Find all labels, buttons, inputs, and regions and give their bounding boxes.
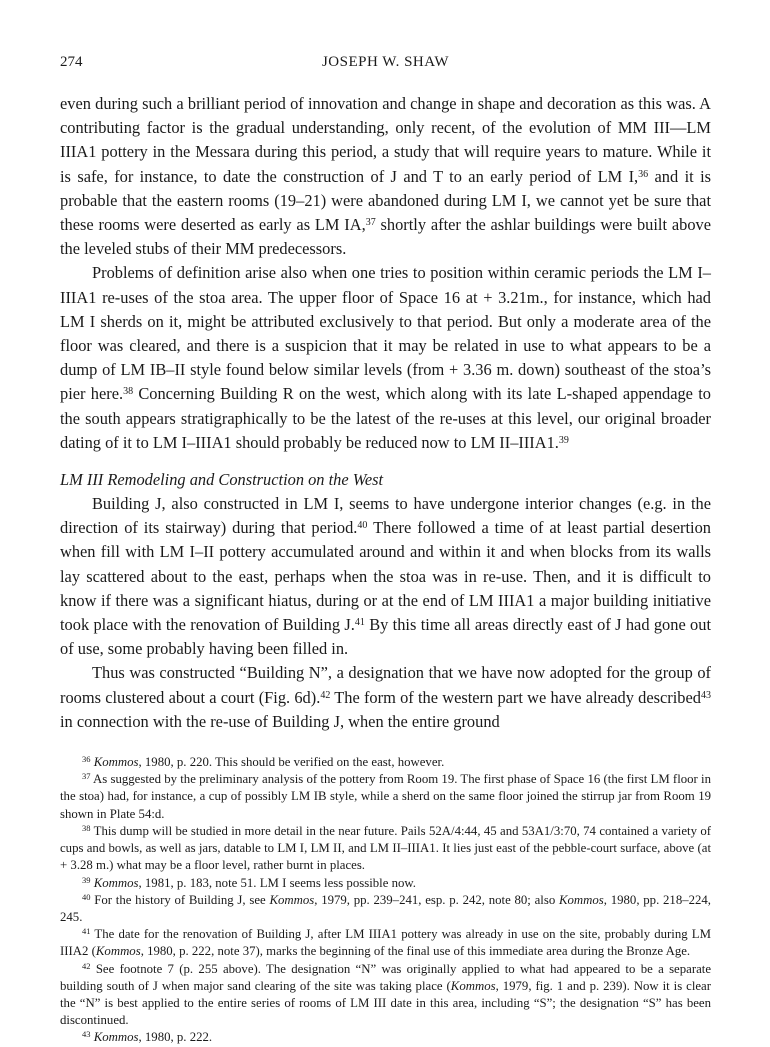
body-text — [60, 92, 711, 734]
paragraph-2: Problems of definition arise also when one tries to position within ceramic periods the LM I–IIIA1 re-uses of the stoa area. The upper floor of Space 16 at + 3.21m., for instance, which had LM I sherds on it, might be attributed exclusively to that period. But only a moderate area of the floor was cleared, and there is a suspicion that it may be related in use to what appears to be a dump of LM IB–II style found below similar levels (from + 3.36 m. down) southeast of the stoa’s pier here.$^{38}$ Concerning Building R on the west, which along with its late L-shaped appendage to the south appears stratigraphically to be the latest of the re-uses at this level, our original broader dating of it to LM I–IIIA1 should probably be reduced now to LM II–IIIA1.39 — [60, 263, 711, 452]
footnote-ref-41[interactable]: 41 — [354, 617, 365, 629]
author-name: JOSEPH W. SHAW — [321, 54, 450, 70]
footnote-41: $^{41}$ The date for the renovation of Building J, after LM IIIA1 pottery was already in use on the site, probably during LM IIIA2 (Kommos, 1980, p. 222, note 37), marks the beginning of the final use of this immediate area during the Bronze Age. — [60, 926, 711, 959]
paragraph-3: Building J, also constructed in LM I, seems to have undergone interior changes (e.g. in the direction of its stairway) during that period.$^{40}$ There followed a time of at least partial desertion when fill with LM I–II pottery accumulated around and within it and when blocks from its walls lay scattered about to the east, perhaps when the stoa was in re-use. Then, and it is difficult to know if there was a significant hiatus, during or at the end of LM IIIA1 a major building initiative took place with the renovation of Building J.$^{41}$ By this time all areas directly east of J had gone out of use, some probably having been filled in. — [60, 494, 712, 659]
paragraph-4: Thus was constructed “Building N”, a designation that we have now adopted for the group of rooms clustered about a court (Fig. 6d).$^{42}$ The form of the western part we have already described$^{43}$ in connection with the re-use of Building J, when the entire ground — [60, 663, 711, 731]
footnote-ref-36[interactable]: 36 — [638, 168, 649, 180]
footnote-37: $^{37}$ As suggested by the preliminary analysis of the pottery from Room 19. The first phase of Space 16 (the first LM floor in the stoa) had, for instance, a cup of possibly LM IB style, while a sherd on the same floor joined the stirrup jar from Room 19 shown in Plate 54:d. — [60, 771, 712, 821]
page-number: 274 — [60, 54, 83, 70]
paragraph-1: even during such a brilliant period of innovation and change in shape and decoration as this was. A contributing factor is the gradual understanding, only recent, of the evolution of MM III—LM IIIA1 pottery in the Messara during this period, a study that will require years to mature. While it is safe, for instance, to date the construction of J and T to an early period of LM I,$^{36}$ and it is probable that the eastern rooms (19–21) were abandoned during LM I, we cannot yet be sure that these rooms were deserted as early as LM IA,$^{37}$ shortly after the ashlar buildings were built above the leveled stubs of their MM predecessors. — [60, 94, 712, 259]
section-heading: LM III Remodeling and Construction on the West — [60, 470, 384, 490]
footnote-39: $^{39}$ Kommos, 1981, p. 183, note 51. LM I seems less possible now. — [82, 874, 416, 890]
footnote-36: $^{36}$ Kommos, 1980, p. 220. This should be verified on the east, however. — [82, 754, 445, 770]
footnote-40: $^{40}$ For the history of Building J, see Kommos, 1979, pp. 239–241, esp. p. 242, note 80; also Kommos, 1980, pp. 218–224, 245. — [60, 891, 712, 924]
footnote-38: $^{38}$ This dump will be studied in more detail in the near future. Pails 52A/4:44, 45 and 53A1/3:70, 74 contained a variety of cups and bowls, as well as jars, datable to LM I, LM II, and LM II–IIIA1. It lies just east of the pebble-court surface, above (at + 3.28 m.) what may be a floor level, rather burnt in places. — [60, 822, 711, 873]
footnote-ref-40[interactable]: 40 — [357, 520, 368, 532]
footnote-ref-43[interactable]: 43 — [700, 689, 711, 701]
page — [60, 54, 711, 1047]
footnote-ref-37[interactable]: 37 — [365, 217, 376, 229]
footnote-ref-39[interactable]: 39 — [558, 434, 569, 446]
footnote-42: $^{42}$ See footnote 7 (p. 255 above). The designation “N” was originally applied to what had appeared to be a separate building south of J when major sand clearing of the site was taking place (Kommos, 1979, fig. 1 and p. 239). Now it is clear the “N” is best applied to the entire series of rooms of LM III date in this area, including “S”; the designation “S” has been discontinued. — [60, 960, 711, 1028]
footnotes — [60, 754, 711, 1046]
footnote-43: $^{43}$ Kommos, 1980, p. 222. — [82, 1029, 213, 1045]
running-head — [60, 54, 711, 76]
footnote-ref-38[interactable]: 38 — [123, 386, 134, 398]
footnote-ref-42[interactable]: 42 — [320, 689, 331, 701]
